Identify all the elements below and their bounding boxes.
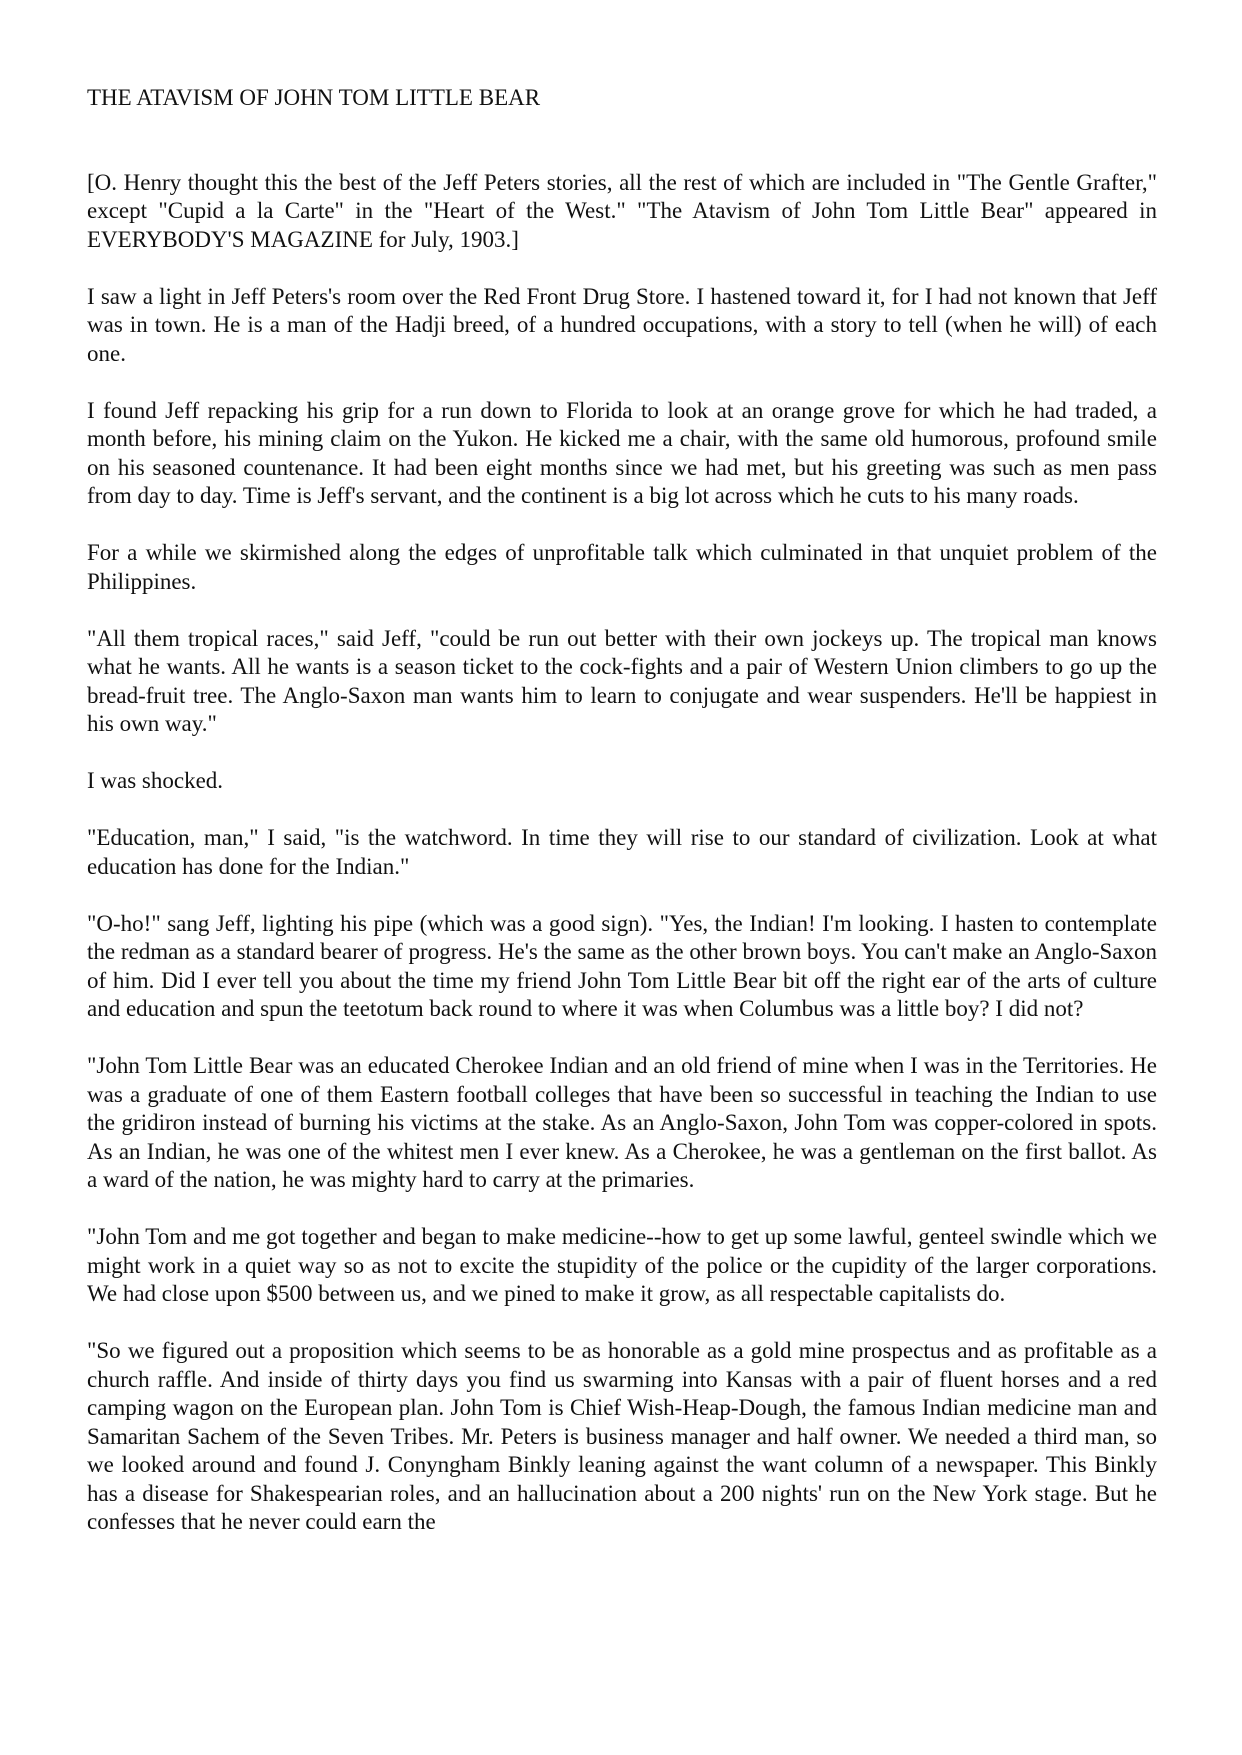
paragraph-tropical-races: "All them tropical races," said Jeff, "could be run out better with their own jockeys up. The tropical man knows what he wants. All he wants is a season ticket to the cock-fights and a pair of Western Union climbers to go up the bread-fruit tree. The Anglo-Saxon man wants him to learn to conjugate and wear suspenders. He'll be happiest in his own way." [87,625,1157,736]
paragraph-editor-note: [O. Henry thought this the best of the Jeff Peters stories, all the rest of which are included in "The Gentle Grafter," except "Cupid a la Carte" in the "Heart of the West." "The Atavism of John Tom Little Bear" appeared in EVERYBODY'S MAGAZINE for July, 1903.] [87,169,1157,252]
paragraph-john-tom-educated: "John Tom Little Bear was an educated Cherokee Indian and an old friend of mine when I was in the Territories. He was a graduate of one of them Eastern football colleges that have been so successful in teaching the Indian to use the gridiron instead of burning his victims at the stake. As an Anglo-Saxon, John Tom was copper-colored in spots. As an Indian, he was one of the whitest men I ever knew. As a Cherokee, he was a gentleman on the first ballot. As a ward of the nation, he was mighty hard to carry at the primaries. [87,1053,1157,1192]
paragraph-repacking-grip: I found Jeff repacking his grip for a run down to Florida to look at an orange grove for which he had traded, a month before, his mining claim on the Yukon. He kicked me a chair, with the same old humorous, profound smile on his seasoned countenance. It had been eight months since we had met, but his greeting was such as men pass from day to day. Time is Jeff's servant, and the continent is a big lot across which he cuts to his many roads. [87,397,1157,508]
document-title: THE ATAVISM OF JOHN TOM LITTLE BEAR [87,85,541,110]
paragraph-light-in-room: I saw a light in Jeff Peters's room over the Red Front Drug Store. I hastened toward it, for I had not known that Jeff was in town. He is a man of the Hadji breed, of a hundred occupations, with a story to tell (when he will) of each one. [87,283,1157,366]
paragraph-proposition: "So we figured out a proposition which seems to be as honorable as a gold mine prospectus and as profitable as a church raffle. And inside of thirty days you find us swarming into Kansas with a pair of fluent horses and a red camping wagon on the European plan. John Tom is Chief Wish-Heap-Dough, the famous Indian medicine man and Samaritan Sachem of the Seven Tribes. Mr. Peters is business manager and half owner. We needed a third man, so we looked around and found J. Conyngham Binkly leaning against the want column of a newspaper. This Binkly has a disease for Shakespearian roles, and an hallucination about a 200 nights' run on the New York stage. But he confesses that he never could earn the [87,1338,1157,1534]
paragraph-education: "Education, man," I said, "is the watchword. In time they will rise to our standard of civilization. Look at what education has done for the Indian." [87,825,1157,879]
paragraph-o-ho: "O-ho!" sang Jeff, lighting his pipe (which was a good sign). "Yes, the Indian! I'm looking. I hasten to contemplate the redman as a standard bearer of progress. He's the same as the other brown boys. You can't make an Anglo-Saxon of him. Did I ever tell you about the time my friend John Tom Little Bear bit off the right ear of the arts of culture and education and spun the teetotum back round to where it was when Columbus was a little boy? I did not? [87,910,1157,1021]
paragraph-make-medicine: "John Tom and me got together and began to make medicine--how to get up some lawful, genteel swindle which we might work in a quiet way so as not to excite the stupidity of the police or the cupidity of the larger corporations. We had close upon $500 between us, and we pined to make it grow, as all respectable capitalists do. [87,1224,1157,1306]
paragraph-philippines: For a while we skirmished along the edges of unprofitable talk which culminated in that unquiet problem of the Philippines. [87,540,1157,594]
paragraph-shocked: I was shocked. [87,768,224,793]
document-page [87,84,1157,1537]
